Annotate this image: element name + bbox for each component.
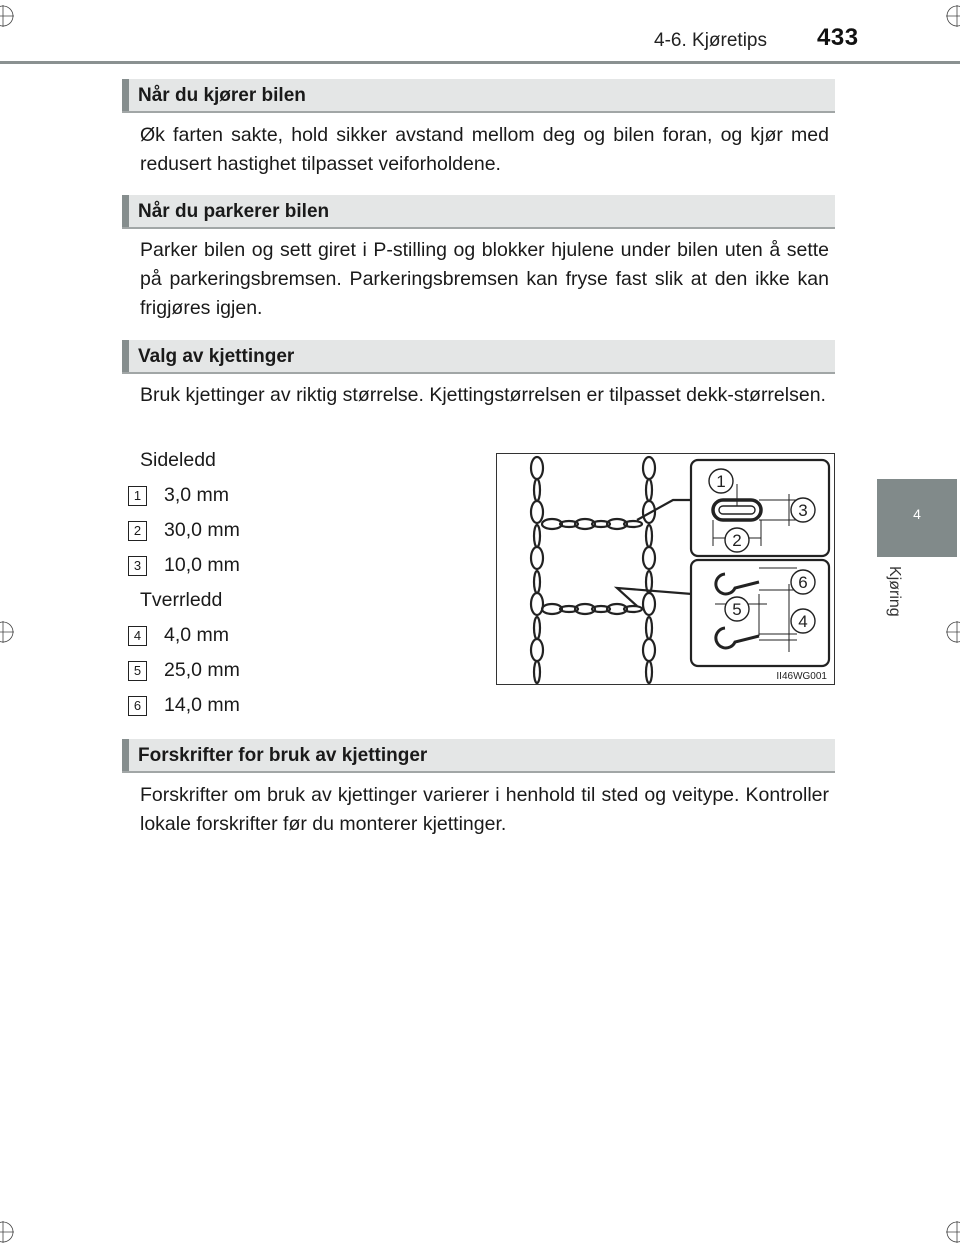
page-number: 433 — [817, 24, 859, 51]
snow-chain-figure — [496, 453, 835, 685]
chain-right — [643, 457, 655, 683]
item-value: 30,0 mm — [164, 519, 240, 541]
section-header-bar — [122, 340, 129, 372]
section-text-parking: Parker bilen og sett giret i P-stilling og blokker hjulene under bilen uten å sette på parkeringsbremsen. Parkeringsbremsen kan fryse fast slik at den ikke kan frigjøres igjen. — [140, 239, 829, 319]
item-number: 3 — [128, 556, 147, 576]
section-header-driving — [122, 79, 835, 113]
section-header-title: Valg av kjettinger — [138, 346, 295, 367]
section-header-bar — [122, 739, 129, 771]
chapter-tab-label — [879, 566, 907, 636]
item-value: 3,0 mm — [164, 484, 230, 506]
item-number: 6 — [128, 696, 147, 716]
header-rule — [0, 61, 960, 64]
running-header-section: 4-6. Kjøretips — [654, 30, 767, 51]
section-header-chain-selection — [122, 340, 835, 374]
item-value: 25,0 mm — [164, 659, 240, 681]
section-header-regulations — [122, 739, 835, 773]
item-value: 4,0 mm — [164, 624, 230, 646]
item-number: 2 — [128, 521, 147, 541]
chapter-tab-label-text: Kjøring — [886, 566, 903, 617]
chain-left — [531, 457, 543, 683]
callout-label: 3 — [798, 501, 808, 520]
chapter-tab-number: 4 — [913, 506, 921, 522]
section-header-bar — [122, 79, 129, 111]
section-text-driving: Øk farten sakte, hold sikker avstand mellom deg og bilen foran, og kjør med redusert hastighet tilpasset veiforholdene. — [140, 124, 829, 175]
figure-code: II46WG001 — [776, 671, 827, 682]
callout-label: 2 — [732, 531, 742, 550]
section-text-regulations: Forskrifter om bruk av kjettinger varierer i henhold til sted og veitype. Kontroller lokale forskrifter før du monterer kjettinger. — [140, 784, 829, 835]
item-number: 5 — [128, 661, 147, 681]
item-value: 14,0 mm — [164, 694, 240, 716]
callout-label: 6 — [798, 573, 808, 592]
section-text-chain-selection: Bruk kjettinger av riktig størrelse. Kjettingstørrelsen er tilpasset dekk-størrelsen. — [140, 384, 826, 406]
section-header-parking — [122, 195, 835, 229]
cross-chain-lower — [542, 604, 642, 614]
section-header-title: Når du kjører bilen — [138, 85, 306, 106]
item-number: 4 — [128, 626, 147, 646]
cross-links-title: Tverrledd — [140, 589, 223, 611]
section-header-title: Når du parkerer bilen — [138, 201, 330, 222]
item-value: 10,0 mm — [164, 554, 240, 576]
side-links-title: Sideledd — [140, 449, 216, 471]
chapter-tab[interactable] — [877, 479, 957, 557]
item-number: 1 — [128, 486, 147, 506]
callout-label: 1 — [716, 472, 726, 491]
callout-label: 5 — [732, 600, 742, 619]
snow-chain-illustration — [497, 454, 834, 684]
section-header-bar — [122, 195, 129, 227]
section-header-title: Forskrifter for bruk av kjettinger — [138, 745, 428, 766]
cross-chain-upper — [542, 519, 642, 529]
callout-label: 4 — [798, 612, 808, 631]
